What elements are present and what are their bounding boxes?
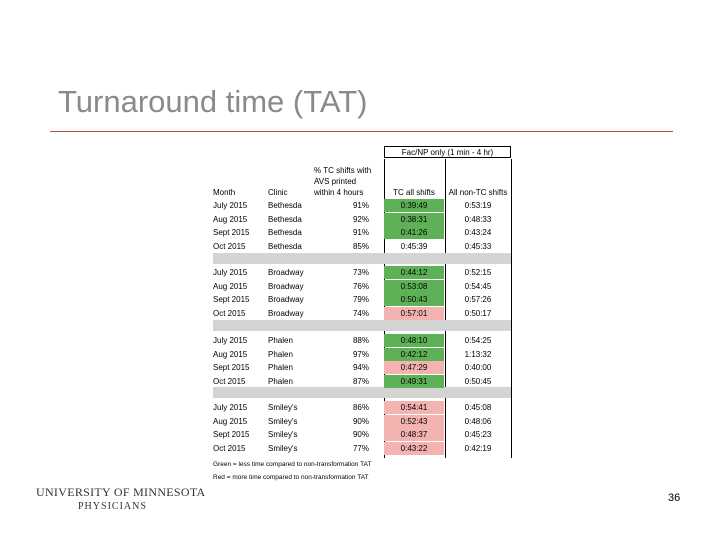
cell-pct-printed: 73% <box>352 268 369 277</box>
cell-pct-printed: 77% <box>352 443 369 453</box>
group-separator <box>213 387 511 398</box>
cell-tc-all-shifts: 0:49:31 <box>384 375 444 388</box>
cell-month: July 2015 <box>213 268 248 277</box>
table-divider-right <box>511 159 512 458</box>
cell-tc-all-shifts: 0:38:31 <box>384 213 444 226</box>
cell-pct-printed: 92% <box>352 214 369 224</box>
cell-non-tc-shifts: 0:50:17 <box>464 308 492 318</box>
cell-non-tc-shifts: 0:45:33 <box>464 241 492 251</box>
cell-pct-printed: 79% <box>352 295 369 305</box>
header-pct-line3: within 4 hours <box>314 188 364 197</box>
cell-month: Oct 2015 <box>213 376 246 386</box>
cell-clinic: Smiley's <box>268 430 298 440</box>
cell-month: Oct 2015 <box>213 443 246 453</box>
cell-clinic: Broadway <box>268 308 304 318</box>
cell-clinic: Bethesda <box>268 201 302 210</box>
cell-pct-printed: 94% <box>352 363 369 373</box>
header-month: Month <box>213 188 236 197</box>
logo-line2: PHYSICIANS <box>78 501 147 512</box>
cell-clinic: Bethesda <box>268 241 302 251</box>
cell-tc-all-shifts: 0:52:43 <box>384 415 444 428</box>
table-banner: Fac/NP only (1 min - 4 hr) <box>384 146 511 158</box>
cell-non-tc-shifts: 1:13:32 <box>464 349 492 359</box>
cell-clinic: Broadway <box>268 295 304 305</box>
cell-month: Sept 2015 <box>213 363 250 373</box>
cell-month: Aug 2015 <box>213 416 248 426</box>
cell-month: Oct 2015 <box>213 241 246 251</box>
cell-tc-all-shifts: 0:54:41 <box>384 401 444 414</box>
cell-pct-printed: 86% <box>352 403 369 412</box>
cell-pct-printed: 90% <box>352 416 369 426</box>
cell-non-tc-shifts: 0:57:26 <box>464 295 492 305</box>
cell-non-tc-shifts: 0:48:06 <box>464 416 492 426</box>
group-separator <box>213 320 511 331</box>
cell-pct-printed: 76% <box>352 281 369 291</box>
cell-pct-printed: 97% <box>352 349 369 359</box>
cell-month: July 2015 <box>213 403 248 412</box>
cell-clinic: Phalen <box>268 336 293 345</box>
cell-pct-printed: 91% <box>352 201 369 210</box>
cell-clinic: Broadway <box>268 281 304 291</box>
cell-non-tc-shifts: 0:50:45 <box>464 376 492 386</box>
header-clinic: Clinic <box>268 188 288 197</box>
header-pct-line2: AVS printed <box>314 177 357 186</box>
cell-non-tc-shifts: 0:45:23 <box>464 430 492 440</box>
cell-clinic: Broadway <box>268 268 304 277</box>
slide-title: Turnaround time (TAT) <box>58 84 368 119</box>
cell-tc-all-shifts: 0:41:26 <box>384 226 444 239</box>
cell-tc-all-shifts: 0:44:12 <box>384 266 444 279</box>
cell-month: Aug 2015 <box>213 349 248 359</box>
cell-month: July 2015 <box>213 336 248 345</box>
cell-clinic: Phalen <box>268 363 293 373</box>
cell-non-tc-shifts: 0:54:45 <box>464 281 492 291</box>
cell-month: Aug 2015 <box>213 281 248 291</box>
cell-non-tc-shifts: 0:48:33 <box>464 214 492 224</box>
logo-line1: UNIVERSITY OF MINNESOTA <box>36 485 206 499</box>
cell-month: Oct 2015 <box>213 308 246 318</box>
cell-non-tc-shifts: 0:53:19 <box>464 201 492 210</box>
header-pct-line1: % TC shifts with <box>314 166 372 175</box>
cell-tc-all-shifts: 0:39:49 <box>384 199 444 212</box>
cell-clinic: Smiley's <box>268 443 298 453</box>
cell-clinic: Smiley's <box>268 416 298 426</box>
cell-month: Sept 2015 <box>213 295 250 305</box>
title-divider <box>50 131 673 132</box>
cell-non-tc-shifts: 0:52:15 <box>464 268 492 277</box>
header-non-tc-shifts: All non-TC shifts <box>448 188 508 197</box>
cell-pct-printed: 91% <box>352 228 369 238</box>
cell-pct-printed: 85% <box>352 241 369 251</box>
cell-tc-all-shifts: 0:43:22 <box>384 442 444 455</box>
legend-red: Red = more time compared to non-transformation TAT <box>213 474 369 481</box>
header-tc-all-shifts: TC all shifts <box>393 188 435 197</box>
cell-tc-all-shifts: 0:47:29 <box>384 361 444 374</box>
cell-non-tc-shifts: 0:43:24 <box>464 228 492 238</box>
cell-non-tc-shifts: 0:54:25 <box>464 336 492 345</box>
university-logo <box>36 485 206 512</box>
cell-non-tc-shifts: 0:42:19 <box>464 443 492 453</box>
page-number: 36 <box>668 492 681 504</box>
cell-month: Sept 2015 <box>213 430 250 440</box>
cell-pct-printed: 90% <box>352 430 369 440</box>
cell-month: Aug 2015 <box>213 214 248 224</box>
cell-pct-printed: 74% <box>352 308 369 318</box>
cell-tc-all-shifts: 0:57:01 <box>384 307 444 320</box>
cell-clinic: Bethesda <box>268 214 302 224</box>
cell-clinic: Smiley's <box>268 403 298 412</box>
cell-tc-all-shifts: 0:48:37 <box>384 428 444 441</box>
cell-clinic: Phalen <box>268 349 293 359</box>
cell-pct-printed: 88% <box>352 336 369 345</box>
legend-green: Green = less time compared to non-transformation TAT <box>213 461 372 468</box>
group-separator <box>213 253 511 264</box>
cell-clinic: Phalen <box>268 376 293 386</box>
cell-tc-all-shifts: 0:48:10 <box>384 334 444 347</box>
cell-tc-all-shifts: 0:45:39 <box>400 241 428 251</box>
cell-non-tc-shifts: 0:40:00 <box>464 363 492 373</box>
cell-clinic: Bethesda <box>268 228 302 238</box>
cell-tc-all-shifts: 0:42:12 <box>384 348 444 361</box>
cell-month: Sept 2015 <box>213 228 250 238</box>
cell-tc-all-shifts: 0:53:08 <box>384 280 444 293</box>
cell-non-tc-shifts: 0:45:08 <box>464 403 492 412</box>
cell-pct-printed: 87% <box>352 376 369 386</box>
cell-tc-all-shifts: 0:50:43 <box>384 293 444 306</box>
cell-month: July 2015 <box>213 201 248 210</box>
